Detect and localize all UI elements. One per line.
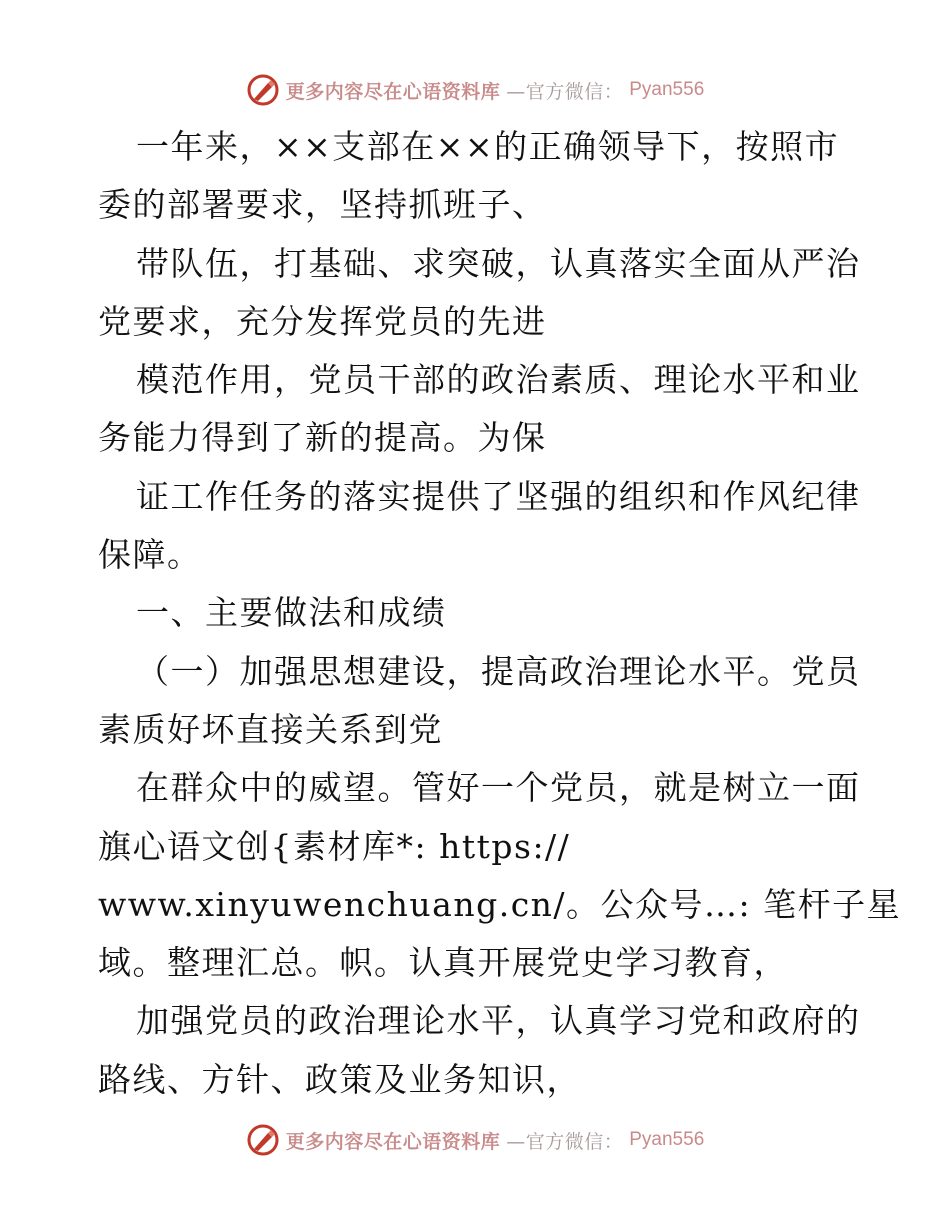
text-line: 保障。	[98, 535, 202, 575]
text-line: 路线、方针、政策及业务知识，	[98, 1059, 581, 1099]
text-line: 务能力得到了新的提高。为保	[98, 418, 547, 458]
text-line: 旗心语文创{素材库*: https://	[98, 826, 571, 866]
pen-logo-icon	[246, 73, 280, 107]
header-watermark	[0, 70, 950, 110]
text-line: 素质好坏直接关系到党	[98, 709, 443, 749]
watermark-wechat-id: Pyan556	[629, 79, 705, 100]
text-line: 模范作用，党员干部的政治素质、理论水平和业	[136, 360, 861, 400]
text-line: 域。整理汇总。帜。认真开展党史学习教育，	[98, 943, 788, 983]
text-line: 在群众中的威望。管好一个党员，就是树立一面	[136, 768, 861, 808]
text-line: 一年来，××支部在××的正确领导下，按照市	[136, 127, 840, 166]
watermark-main-text: 更多内容尽在心语资料库	[285, 80, 501, 103]
watermark-wechat-id: Pyan556	[629, 1129, 705, 1150]
subsection-heading-line: （一）加强思想建设，提高政治理论水平。党员	[136, 651, 861, 691]
text-line: 党要求，充分发挥党员的先进	[98, 301, 547, 341]
watermark-main-text: 更多内容尽在心语资料库	[285, 1130, 501, 1153]
text-line: 带队伍，打基础、求突破，认真落实全面从严治	[136, 243, 861, 283]
footer-watermark	[0, 1120, 950, 1160]
text-line: 加强党员的政治理论水平，认真学习党和政府的	[136, 1001, 861, 1041]
text-line: 委的部署要求，坚持抓班子、	[98, 185, 547, 225]
watermark-sub-text: —官方微信：	[506, 80, 624, 103]
text-line: 证工作任务的落实提供了坚强的组织和作风纪律	[136, 476, 861, 516]
pen-logo-icon	[246, 1123, 280, 1157]
watermark-sub-text: —官方微信：	[506, 1130, 624, 1153]
text-line: www.xinyuwenchuang.cn/。公众号…: 笔杆子星	[98, 884, 902, 924]
document-body	[98, 118, 902, 1109]
section-heading: 一、主要做法和成绩	[136, 593, 447, 633]
